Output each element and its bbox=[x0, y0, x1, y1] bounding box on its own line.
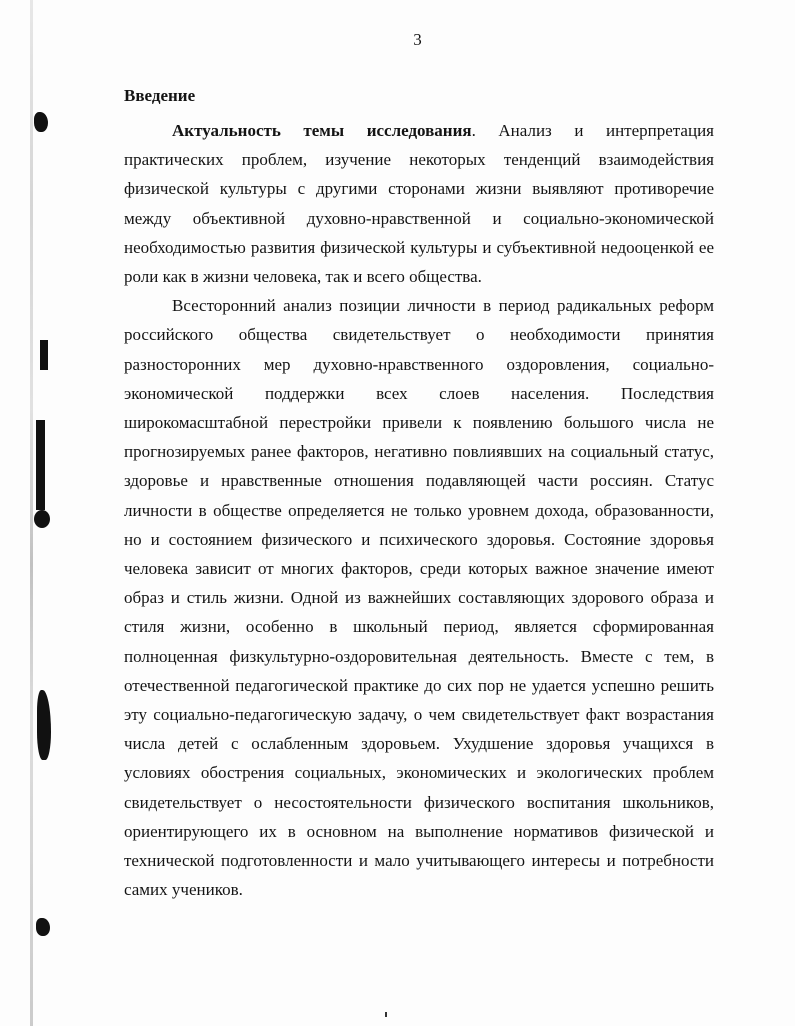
scan-edge-artifact bbox=[30, 0, 33, 1026]
paragraph-text: Всесторонний анализ позиции личности в период радикальных реформ российского общества свидетельствует о необходимости принятия разносторонних мер духовно-нравственного оздоровления, социально-экономической поддержки всех слоев населения. Последствия широкомасштабной перестройки привели к появлению большого числа не прогнозируемых ранее факторов, негативно повлиявших на социальный статус, здоровье и нравственные отношения подавляющей части россиян. Статус личности в обществе определяется не только уровнем дохода, образованности, но и состоянием физического и психического здоровья. Состояние здоровья человека зависит от многих факторов, среди которых важное значение имеют образ и стиль жизни. Одной из важнейших составляющих здорового образа и стиля жизни, особенно в школьный период, является сформированная полноценная физкультурно-оздоровительная деятельность. Вместе с тем, в отечественной педагогической практике до сих пор не удается успешно решить эту социально-педагогическую задачу, о чем свидетельствует факт возрастания числа детей с ослабленным здоровьем. Ухудшение здоровья учащихся в условиях обострения социальных, экономических и экологических проблем свидетельствует о несостоятельности физического воспитания школьников, ориентирующего их в основном на выполнение нормативов физической и технической подготовленности и мало учитывающего интересы и потребности самих учеников. bbox=[124, 296, 714, 900]
scan-blot bbox=[36, 420, 45, 510]
scan-blot bbox=[36, 918, 50, 936]
paragraph-text: . Анализ и интерпретация практических проблем, изучение некоторых тенденций взаимодействия физической культуры с другими сторонами жизни выявляют противоречие между объективной духовно-нравственной и социально-экономической необходимостью развития физической культуры и субъективной недооценкой ее роли как в жизни человека, так и всего общества. bbox=[124, 121, 714, 287]
scan-blot bbox=[34, 112, 48, 132]
paragraph bbox=[124, 116, 714, 291]
scan-blot bbox=[40, 340, 48, 370]
section-heading: Введение bbox=[124, 86, 196, 105]
body-text bbox=[124, 116, 714, 904]
paragraph bbox=[124, 291, 714, 904]
page-number: 3 bbox=[413, 30, 422, 49]
paragraph-lead: Актуальность темы исследования bbox=[172, 121, 472, 140]
scan-blot bbox=[34, 510, 50, 528]
scan-blot bbox=[37, 690, 51, 760]
scan-speck bbox=[385, 1012, 387, 1017]
